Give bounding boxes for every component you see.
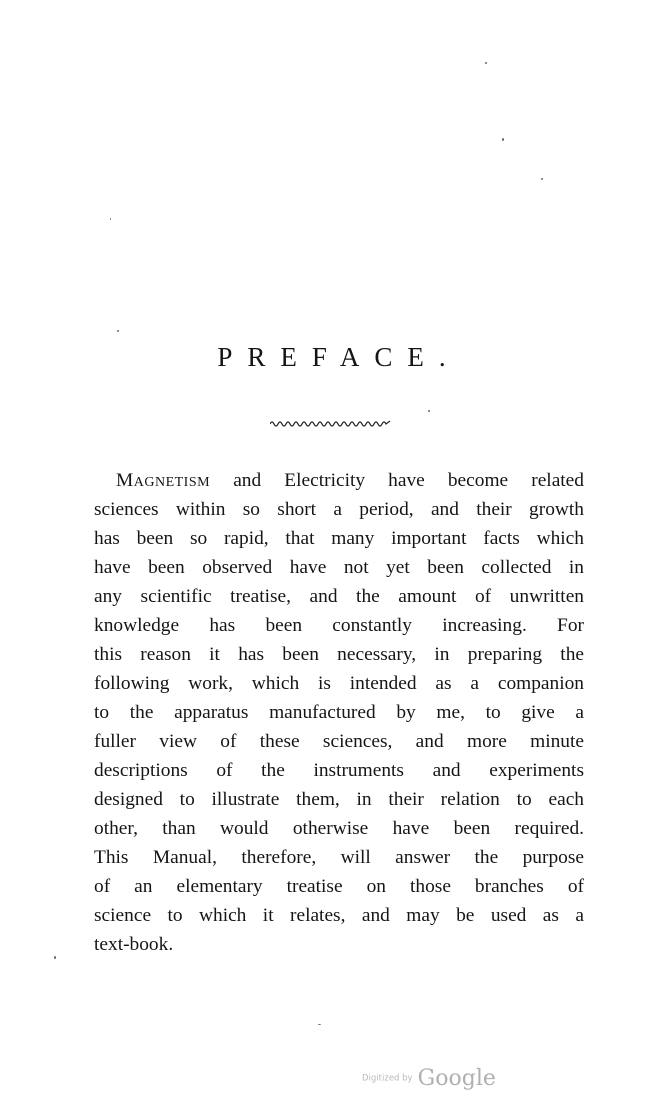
paragraph-line: this reason it has been necessary, in preparing the <box>94 644 584 665</box>
scan-speck <box>541 178 543 180</box>
scan-speck <box>485 62 487 64</box>
page-title: PREFACE. <box>217 342 461 372</box>
scan-speck <box>428 410 430 412</box>
paragraph-line: to the apparatus manufactured by me, to give a <box>94 702 584 723</box>
paragraph-line: text-book. <box>94 934 174 955</box>
paragraph-line: have been observed have not yet been collected in <box>94 557 584 578</box>
paragraph-line: sciences within so short a period, and their growth <box>94 499 584 520</box>
paragraph-line: any scientific treatise, and the amount of unwritten <box>94 586 584 607</box>
digitized-watermark <box>362 1066 496 1091</box>
lead-word: Magnetism <box>116 470 211 491</box>
scan-speck <box>110 218 111 220</box>
paragraph-line: fuller view of these sciences, and more minute <box>94 731 584 752</box>
paragraph-line: This Manual, therefore, will answer the purpose <box>94 847 584 868</box>
paragraph-line: science to which it relates, and may be used as a <box>94 905 584 926</box>
paragraph-line: Magnetism and Electricity have become related <box>116 470 584 491</box>
scan-speck <box>117 330 119 332</box>
paragraph-line: designed to illustrate them, in their relation to each <box>94 789 584 810</box>
paragraph-line: descriptions of the instruments and experiments <box>94 760 584 781</box>
google-logo: Google <box>417 1066 496 1091</box>
paragraph-line: following work, which is intended as a companion <box>94 673 584 694</box>
scan-speck <box>502 138 504 141</box>
decorative-rule <box>270 416 392 428</box>
scan-speck <box>318 1024 321 1025</box>
paragraph-line: other, than would otherwise have been required. <box>94 818 584 839</box>
paragraph-line: knowledge has been constantly increasing. For <box>94 615 584 636</box>
preface-paragraph <box>94 466 584 959</box>
paragraph-line: has been so rapid, that many important facts which <box>94 528 584 549</box>
paragraph-line: of an elementary treatise on those branches of <box>94 876 584 897</box>
scan-speck <box>54 956 56 959</box>
watermark-prefix: Digitized by <box>362 1073 413 1084</box>
